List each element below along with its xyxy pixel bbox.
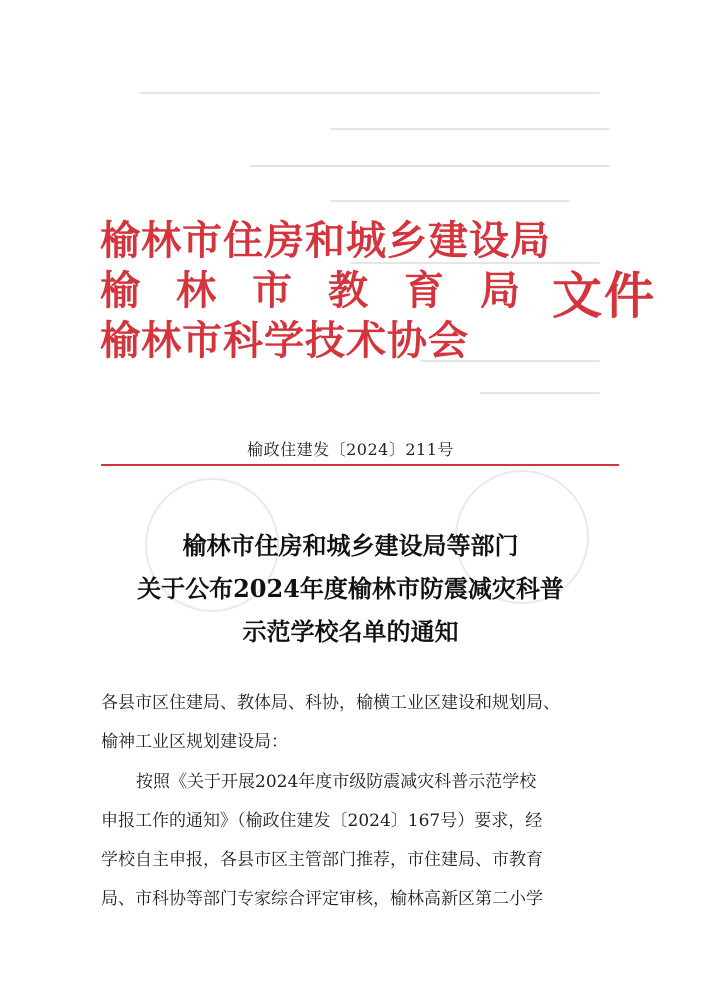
bleed-through-line xyxy=(250,165,610,167)
letterhead-agency-science: 榆林市科学技术协会 xyxy=(100,317,469,364)
paragraph-line-2: 申报工作的通知》（榆政住建发〔2024〕167号）要求，经 xyxy=(101,811,543,831)
letterhead-agency-housing: 榆林市住房和城乡建设局 xyxy=(100,217,551,264)
letterhead-divider xyxy=(101,464,619,466)
document-number: 榆政住建发〔2024〕211号 xyxy=(247,440,454,459)
paragraph-line-4: 局、市科协等部门专家综合评定审核，榆林高新区第二小学 xyxy=(101,889,543,909)
bleed-through-line xyxy=(330,200,570,202)
document-title-line-3: 示范学校名单的通知 xyxy=(242,617,459,646)
paragraph-line-1: 按照《关于开展2024年度市级防震减灾科普示范学校 xyxy=(136,772,537,792)
document-title-line-2: 关于公布2024年度榆林市防震减灾科普 xyxy=(137,574,564,603)
letterhead xyxy=(100,218,660,368)
letterhead-suffix: 文件 xyxy=(552,266,656,325)
bleed-through-line xyxy=(140,92,600,94)
document-title-line-1: 榆林市住房和城乡建设局等部门 xyxy=(182,531,519,560)
bleed-through-line xyxy=(480,392,600,394)
addressee-line-1: 各县市区住建局、教体局、科协，榆横工业区建设和规划局、 xyxy=(101,693,560,713)
letterhead-agency-education: 榆林市教育局 xyxy=(100,267,556,314)
paragraph-line-3: 学校自主申报，各县市区主管部门推荐，市住建局、市教育 xyxy=(101,850,543,870)
addressee-line-2: 榆神工业区规划建设局： xyxy=(101,732,288,752)
bleed-through-line xyxy=(330,128,610,130)
